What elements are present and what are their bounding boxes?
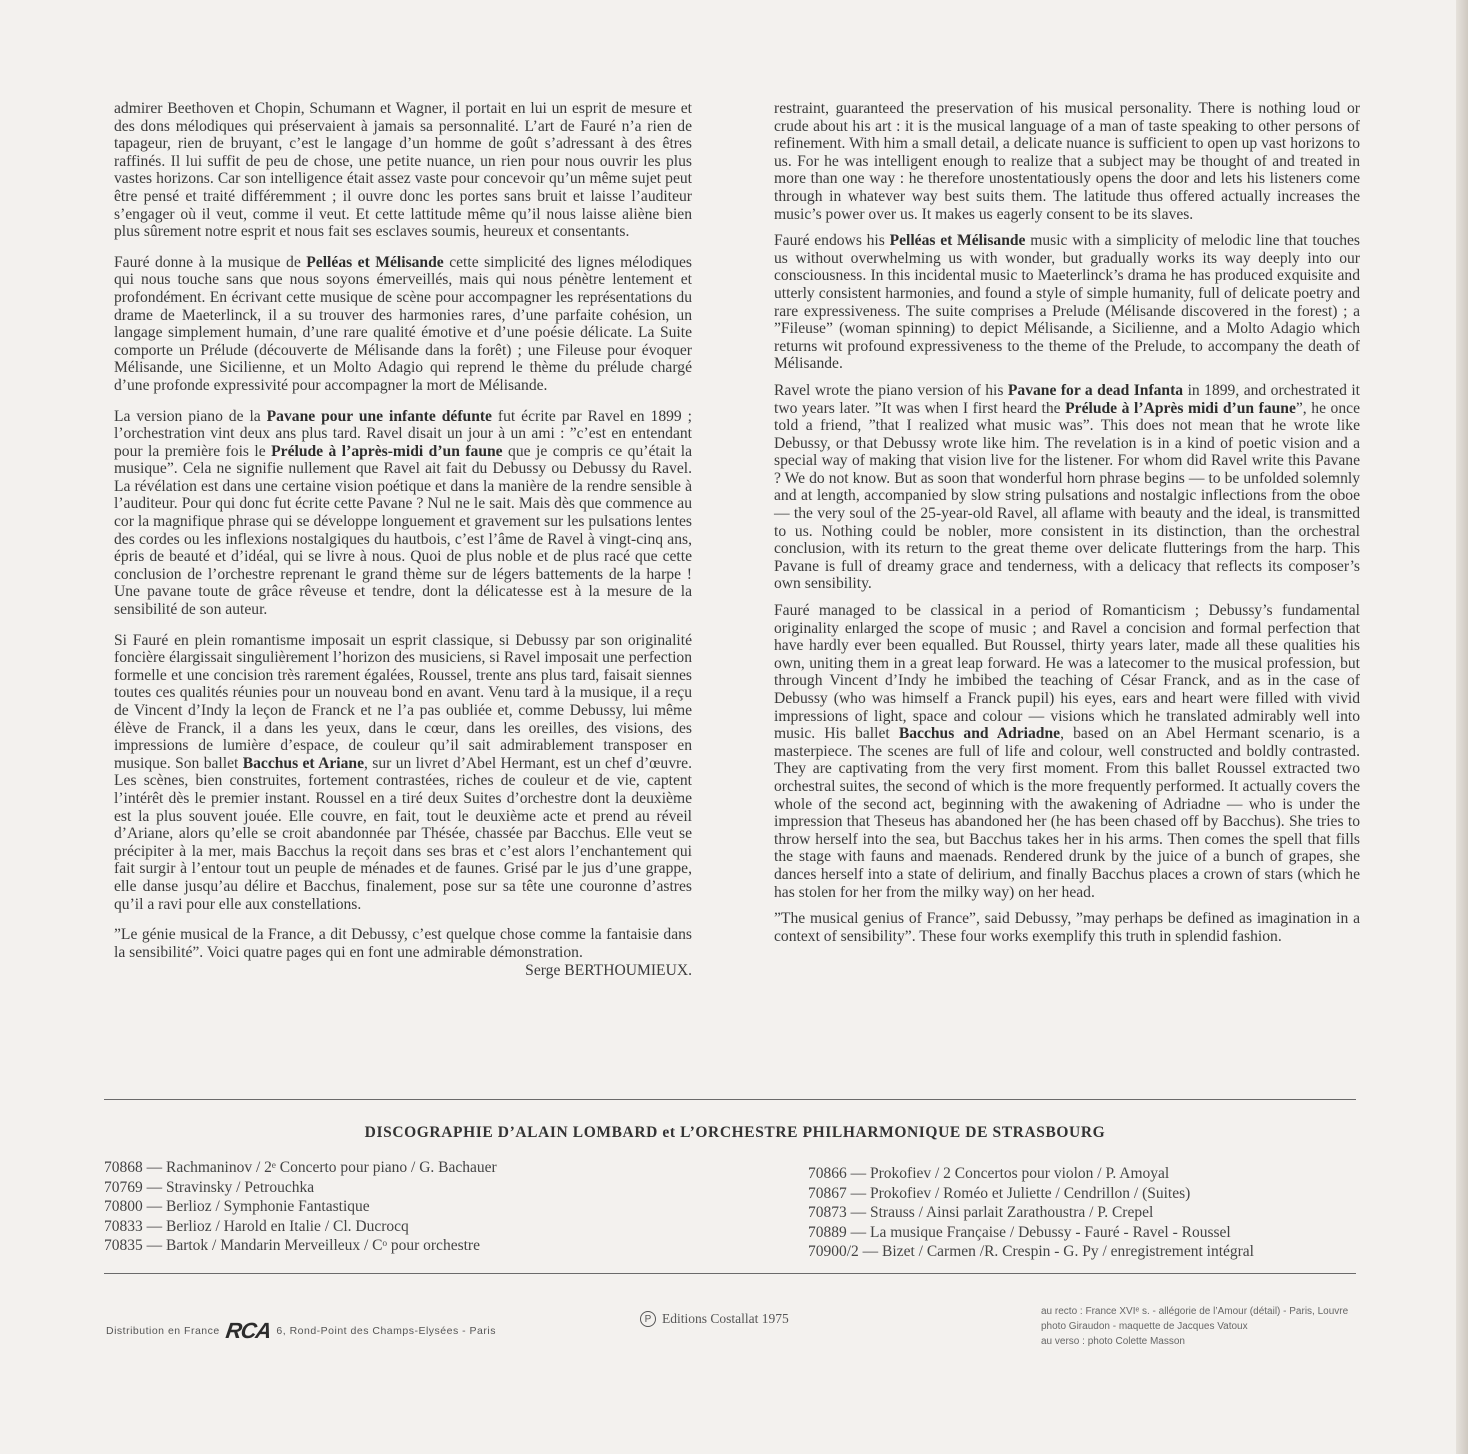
english-paragraph-5: ”The musical genius of France”, said Debussy, ”may perhaps be defined as imagination in a context of sensibility”. These four works exemplify this truth in splendid fashion. bbox=[774, 910, 1360, 945]
credit-line: au recto : France XVIᵉ s. - allégorie de l’Amour (détail) - Paris, Louvre bbox=[1041, 1306, 1349, 1317]
title-prelude: Prélude à l’après-midi d’un faune bbox=[271, 442, 503, 460]
photo-credits bbox=[1041, 1304, 1348, 1349]
title-pavane: Pavane pour une infante défunte bbox=[266, 407, 492, 425]
english-paragraph-4: Fauré managed to be classical in a period of Romanticism ; Debussy’s fundamental originality enlarged the scope of music ; and Ravel a concision and formal perfection that have hardly ever been equalled. But Roussel, thirty years later, made all these qualities his own, uniting them in a great leap forward. He was a latecomer to the musical profession, but through Vincent d’Indy he imbibed the teaching of César Franck, and as in the case of Debussy (who was himself a Franck pupil) his eyes, ears and heart were filled with vivid impressions of light, space and colour — visions which he translated admirably well into music. His ballet Bacchus and Adriadne, based on an Abel Hermant scenario, is a masterpiece. The scenes are full of life and colour, well constructed and boldly contrasted. They are captivating from the very first moment. From this ballet Roussel extracted two orchestral suites, the second of which is the more frequently performed. It actually covers the whole of the second act, beginning with the awakening of Adriadne — who is under the impression that Theseus has abandoned her (he has been chased off by Bacchus). She tries to throw herself into the sea, but Bacchus takes her in his arms. Then comes the spell that fills the stage with fauns and maenads. Rendered drunk by the juice of a bunch of grapes, she dances herself into a state of delirium, and finally Bacchus places a crown of stars (which he has stolen for her from the milky way) on her head. bbox=[774, 602, 1360, 901]
author-signature: Serge BERTHOUMIEUX. bbox=[525, 962, 692, 980]
discography-item: 70889 — La musique Française / Debussy - Fauré - Ravel - Roussel bbox=[808, 1223, 1231, 1241]
title-bacchus: Bacchus et Ariane bbox=[242, 754, 365, 772]
discography-item: 70800 — Berlioz / Symphonie Fantastique bbox=[104, 1198, 370, 1215]
phonogram-copyright-icon: P bbox=[640, 1311, 656, 1327]
distribution-line bbox=[106, 1318, 496, 1344]
discography-item: 70873 — Strauss / Ainsi parlait Zarathoustra / P. Crepel bbox=[808, 1204, 1154, 1221]
french-text-column bbox=[114, 100, 692, 980]
discography-item: 70769 — Stravinsky / Petrouchka bbox=[104, 1178, 315, 1196]
title-pelleas: Pelléas et Mélisande bbox=[306, 253, 444, 271]
title-pelleas-en: Pelléas et Mélisande bbox=[889, 232, 1026, 250]
title-pavane-en: Pavane for a dead Infanta bbox=[1007, 381, 1184, 399]
discography-item: 70900/2 — Bizet / Carmen /R. Crespin - G. Py / enregistrement intégral bbox=[808, 1243, 1254, 1260]
title-bacchus-en: Bacchus and Adriadne bbox=[898, 725, 1061, 743]
divider-bottom bbox=[104, 1273, 1356, 1274]
title-prelude-en: Prélude à l’Après midi d’un faune bbox=[1065, 399, 1296, 417]
distribution-address: 6, Rond-Point des Champs-Elysées - Paris bbox=[276, 1325, 496, 1337]
french-paragraph-2: Fauré donne à la musique de Pelléas et Mélisande cette simplicité des lignes mélodiques qui nous touche sans que nous soyons émerveillés, mais qui nous pénètre lentement et profondément. En écrivant cette musique de scène pour accompagner les représentations du drame de Maeterlinck, il a su trouver des harmonies rares, d’une parfaite cohésion, un langage simplement humain, d’une rare qualité émotive et d’une poésie délicate. La Suite comporte un Prélude (découverte de Mélisande dans la forêt) ; une Fileuse pour évoquer Mélisande, une Sicilienne, et un Molto Adagio qui reprend le thème du prélude chargé d’une profonde expressivité pour accompagner la mort de Mélisande. bbox=[114, 253, 692, 394]
editions-line bbox=[640, 1311, 789, 1327]
discography-title: DISCOGRAPHIE D’ALAIN LOMBARD et L’ORCHESTRE PHILHARMONIQUE DE STRASBOURG bbox=[364, 1124, 1106, 1141]
discography-item: 70868 — Rachmaninov / 2ᵉ Concerto pour piano / G. Bachauer bbox=[104, 1159, 497, 1176]
discography-item: 70835 — Bartok / Mandarin Merveilleux / Cᵒ pour orchestre bbox=[104, 1237, 480, 1254]
sleeve-edge bbox=[1456, 0, 1468, 1454]
discography-item: 70867 — Prokofiev / Roméo et Juliette / Cendrillon / (Suites) bbox=[808, 1184, 1191, 1202]
english-paragraph-3: Ravel wrote the piano version of his Pavane for a dead Infanta in 1899, and orchestrated it two years later. ”It was when I first heard the Prélude à l’Après midi d’un faune”, he once told a friend, ”that I realized what music was”. This does not mean that he wrote like Debussy, or that Debussy wrote like him. The revelation is in a kind of poetic vision and a special way of making that vision live for the listener. For whom did Ravel write this Pavane ? We do not know. But as soon that wonderful horn phrase begins — to be unfolded solemnly and at length, accompanied by slow string pulsations and nostalgic inflections from the oboe — the very soul of the 25-year-old Ravel, all aflame with beauty and the ideal, is transmitted to us. Nothing could be nobler, more consistent in its distinction, than the orchestral conclusion, with its return to the great theme over delicate flutterings from the harp. This Pavane is full of dreamy grace and tenderness, with a delicacy that reflects its composer’s own sensibility. bbox=[774, 381, 1360, 593]
editions-label: Editions Costallat 1975 bbox=[662, 1311, 789, 1326]
credit-line: photo Giraudon - maquette de Jacques Vatoux bbox=[1041, 1321, 1248, 1332]
discography-item: 70866 — Prokofiev / 2 Concertos pour violon / P. Amoyal bbox=[808, 1165, 1170, 1182]
divider-top bbox=[104, 1099, 1356, 1100]
french-paragraph-3: La version piano de la Pavane pour une infante défunte fut écrite par Ravel en 1899 ; l’orchestration vint deux ans plus tard. Ravel disait un jour à un ami : ”c’est en entendant pour la première fois le Prélude à l’après-midi d’un faune que je compris ce qu’était la musique”. Cela ne signifie nullement que Ravel ait fait du Debussy ou Debussy du Ravel. La révélation est dans une certaine vision poétique et dans la manière de la rendre sensible à l’auditeur. Pour qui donc fut écrite cette Pavane ? Nul ne le sait. Mais dès que commence au cor la magnifique phrase qui se développe longuement et gravement sur les pulsations lentes des cordes ou les inflexions nostalgiques du hautbois, c’est l’âme de Ravel à vingt-cinq ans, épris de beauté et d’idéal, qui se livre à nous. Quoi de plus noble et de plus racé que cette conclusion de l’orchestre reprenant le grand thème sur de légers battements de la harpe ! Une pavane toute de grâce rêveuse et tendre, dont la délicatesse est à la mesure de la sensibilité de son auteur. bbox=[114, 407, 693, 619]
english-paragraph-1: restraint, guaranteed the preservation of his musical personality. There is nothing loud or crude about his art : it is the musical language of a man of taste speaking to other persons of refinement. With him a small detail, a delicate nuance is sufficient to open up vast horizons to us. For he was intelligent enough to realize that a subject may be thought of and treated in more than one way : he therefore unostentatiously opens the door and lets his listeners come through in whatever way best suits them. The latitude thus offered actually increases the music’s power over us. It makes us eagerly consent to be its slaves. bbox=[774, 100, 1360, 223]
credit-line: au verso : photo Colette Masson bbox=[1041, 1336, 1185, 1347]
french-paragraph-5: ”Le génie musical de la France, a dit Debussy, c’est quelque chose comme la fantaisie dans la sensibilité”. Voici quatre pages qui en font une admirable démonstration. bbox=[114, 926, 692, 961]
discography-left-list bbox=[104, 1158, 624, 1256]
english-paragraph-2: Fauré endows his Pelléas et Mélisande music with a simplicity of melodic line that touches us without overwhelming us with wonder, but gradually works its way deeply into our consciousness. In this incidental music to Maeterlinck’s drama he has produced exquisite and utterly consistent harmonies, and found a style of simple humanity, full of delicate poetry and rare expressiveness. The suite comprises a Prelude (Mélisande discovered in the forest) ; a ”Fileuse” (woman spinning) to depict Mélisande, a Sicilienne, and a Molto Adagio which returns wit profound expressiveness to the theme of the Prelude, to accompany the death of Mélisande. bbox=[774, 232, 1360, 373]
french-paragraph-1: admirer Beethoven et Chopin, Schumann et Wagner, il portait en lui un esprit de mesure et des dons mélodiques qui préservaient à jamais sa personnalité. L’art de Fauré n’a rien de tapageur, rien de bruyant, c’est le langage d’un homme de goût s’adressant à des êtres raffinés. Il lui suffit de peu de chose, une petite nuance, un rien pour nous ouvrir les plus vastes horizons. Car son intelligence était assez vaste pour concevoir qu’un même sujet peut être pensé et traité différemment ; il ouvre donc les portes sans bruit et laisse l’auditeur s’engager où il veut, comme il veut. Et cette lattitude même qu’il nous laisse aliène bien plus sûrement notre esprit et nous fait ses esclaves soumis, heureux et consentants. bbox=[114, 100, 692, 241]
french-paragraph-4: Si Fauré en plein romantisme imposait un esprit classique, si Debussy par son originalité foncière élargissait singulièrement l’horizon des musiciens, si Ravel imposait une perfection formelle et une concision très rarement égalées, Roussel, trente ans plus tard, faisait siennes toutes ces qualités réunies pour un nouveau bond en avant. Venu tard à la musique, il a reçu de Vincent d’Indy la leçon de Franck et ne l’a pas oubliée et, comme Debussy, lui même élève de Franck, il a dans les yeux, dans le cœur, dans les oreilles, des visions, des impressions de lumière d’espace, de couleur qu’il sait admirablement transposer en musique. Son ballet Bacchus et Ariane, sur un livret d’Abel Hermant, est un chef d’œuvre. Les scènes, bien construites, fortement contrastées, riches de couleur et de vie, captent l’intérêt dès le premier instant. Roussel en a tiré deux Suites d’orchestre dont la deuxième est la plus souvent jouée. Elle couvre, en fait, tout le deuxième acte et prend au réveil d’Ariane, alors qu’elle se croit abandonnée par Thésée, chassée par Bacchus. Elle veut se précipiter à la mer, mais Bacchus la reçoit dans ses bras et c’est alors l’enchantement qui fait surgir à l’entour tout un peuple de ménades et de faunes. Grisé par le jus d’une grappe, elle danse jusqu’au délire et Bacchus, finalement, pose sur sa tête une couronne d’astres qu’il a ravi pour elle aux constellations. bbox=[114, 631, 693, 913]
rca-logo: RCA bbox=[224, 1318, 273, 1343]
distribution-label: Distribution en France bbox=[106, 1325, 220, 1337]
discography-item: 70833 — Berlioz / Harold en Italie / Cl. Ducrocq bbox=[104, 1217, 409, 1235]
english-text-column bbox=[774, 100, 1360, 954]
discography-right-list bbox=[808, 1164, 1368, 1262]
